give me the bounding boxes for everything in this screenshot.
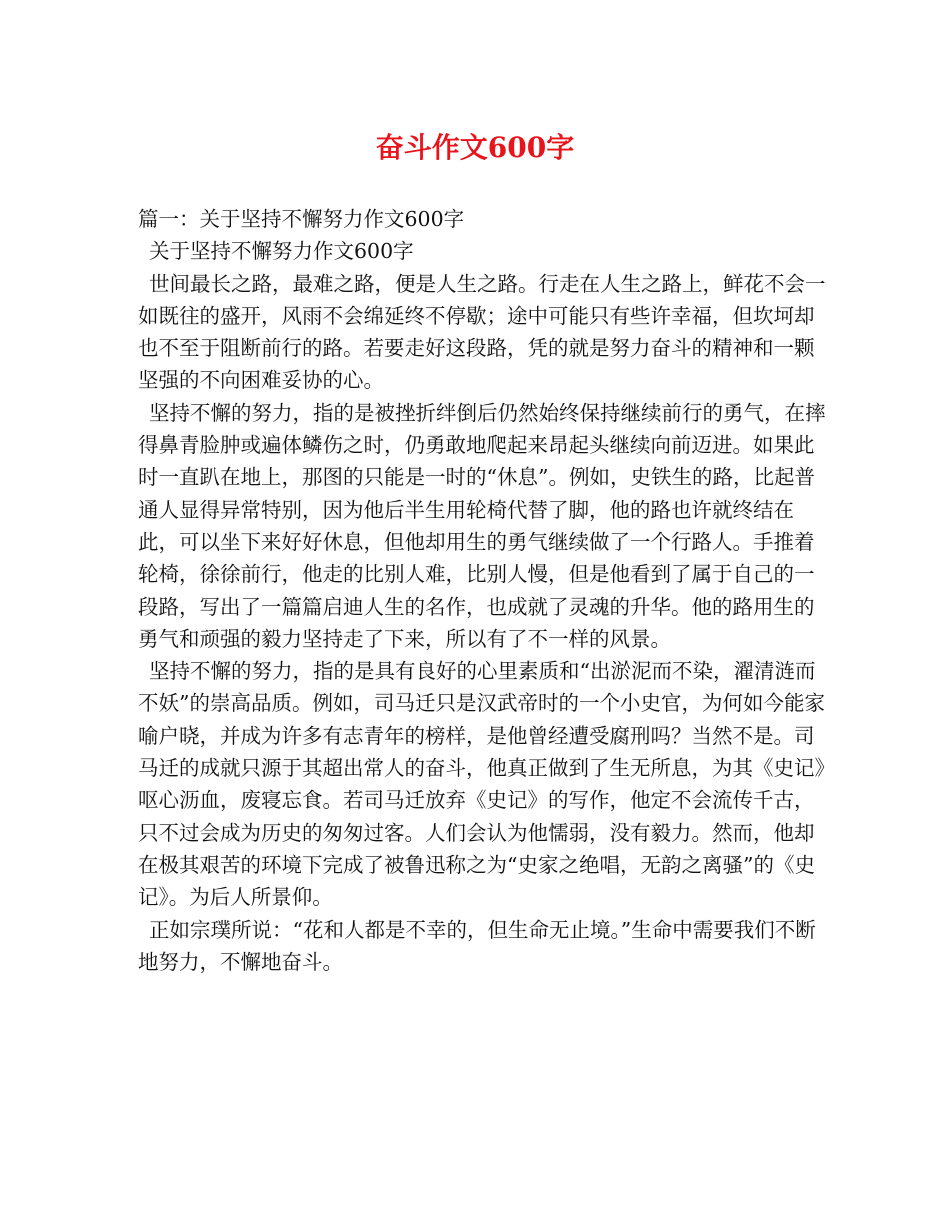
page-title: 奋斗作文600字 xyxy=(375,131,575,164)
paragraph: 坚持不懈的努力，指的是被挫折绊倒后仍然始终保持继续前行的勇气，在摔得鼻青脸肿或遍体鳞伤之时，仍勇敢地爬起来昂起头继续向前迈进。如果此时一直趴在地上，那图的只能是一时的“休息”。例如，史铁生的路，比起普通人显得异常特别，因为他后半生用轮椅代替了脚，他的路也许就终结在此，可以坐下来好好休息，但他却用生的勇气继续做了一个行路人。手推着轮椅，徐徐前行，他走的比别人难，比别人慢，但是他看到了属于自己的一段路，写出了一篇篇启迪人生的名作，也成就了灵魂的升华。他的路用生的勇气和顽强的毅力坚持走了下来，所以有了不一样的风景。 xyxy=(138,400,826,651)
sub-heading: 关于坚持不懈努力作文600字 xyxy=(149,239,414,264)
paragraph: 正如宗璞所说：“花和人都是不幸的，但生命无止境。”生命中需要我们不断地努力，不懈地奋斗。 xyxy=(138,917,816,974)
document-body xyxy=(138,203,826,978)
paragraph: 世间最长之路，最难之路，便是人生之路。行走在人生之路上，鲜花不会一如既往的盛开，风雨不会绵延终不停歇；途中可能只有些许幸福，但坎坷却也不至于阻断前行的路。若要走好这段路，凭的就是努力奋斗的精神和一颗坚强的不向困难妥协的心。 xyxy=(138,271,826,393)
section-heading: 篇一：关于坚持不懈努力作文600字 xyxy=(138,207,465,231)
paragraph: 坚持不懈的努力，指的是具有良好的心里素质和“出淤泥而不染，濯清涟而不妖”的崇高品质。例如，司马迁只是汉武帝时的一个小史官，为何如今能家喻户晓，并成为许多有志青年的榜样，是他曾经遭受腐刑吗？当然不是。司马迁的成就只源于其超出常人的奋斗，他真正做到了生无所息，为其《史记》呕心沥血，废寝忘食。若司马迁放弃《史记》的写作，他定不会流传千古，只不过会成为历史的匆匆过客。人们会认为他懦弱，没有毅力。然而，他却在极其艰苦的环境下完成了被鲁迅称之为“史家之绝唱，无韵之离骚”的《史记》。为后人所景仰。 xyxy=(138,659,825,910)
